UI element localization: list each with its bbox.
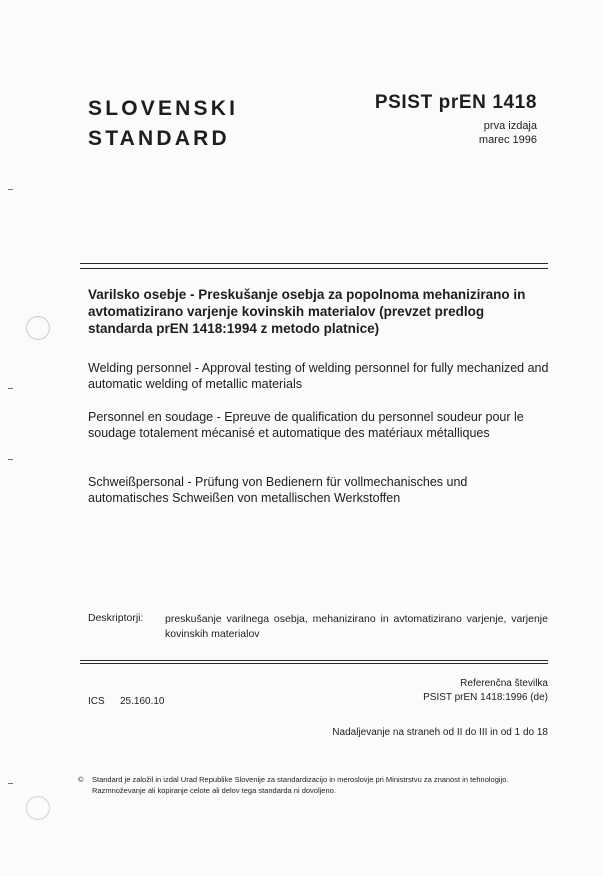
brand-line-2: STANDARD [88, 127, 230, 150]
margin-mark [8, 783, 13, 784]
reference-number: PSIST prEN 1418:1996 (de) [423, 692, 548, 703]
title-german: Schweißpersonal - Prüfung von Bedienern für vollmechanisches und automatisches Schweißen von metallischen Werkstoffen [88, 475, 468, 505]
copyright-text: Standard je založil in izdal Urad Republike Slovenije za standardizacijo in meroslovje pri Ministrstvu za znanost in tehnologijo. Razmnoževanje ali kopiranje celote ali delov tega standarda ni dovoljeno. [92, 775, 509, 795]
title-slovenian: Varilsko osebje - Preskušanje osebja za popolnoma mehanizirano in avtomatizirano varjenje kovinskih materialov (prevzet predlog standarda prEN 1418:1994 z metodo platnice) [88, 287, 526, 336]
brand-line-1: SLOVENSKI [88, 97, 239, 120]
ics-number: 25.160.10 [120, 696, 165, 707]
margin-mark [8, 388, 13, 389]
edition-info [479, 119, 537, 147]
standard-code: PSIST prEN 1418 [374, 92, 537, 113]
top-divider-thick [80, 263, 548, 264]
bottom-divider-thick [80, 663, 548, 664]
margin-mark [8, 459, 13, 460]
title-french: Personnel en soudage - Epreuve de qualification du personnel soudeur pour le soudage totalement mécanisé et automatique des matériaux métalliques [88, 410, 524, 440]
standard-brand [88, 94, 238, 154]
punch-hole-icon [26, 316, 50, 340]
punch-hole-icon [26, 796, 50, 820]
margin-mark [8, 189, 13, 190]
descriptors-text: preskušanje varilnega osebja, mehanizirano in avtomatizirano varjenje, varjenje kovinskih materialov [165, 613, 548, 640]
copyright-icon: © [78, 775, 84, 784]
continuation-note: Nadaljevanje na straneh od II do III in od 1 do 18 [332, 727, 548, 738]
reference-label: Referenčna številka [460, 678, 548, 689]
descriptors-label: Deskriptorji: [88, 612, 144, 624]
edition-label: prva izdaja [483, 120, 537, 132]
edition-date: marec 1996 [478, 134, 537, 146]
bottom-divider-thin [80, 660, 548, 661]
title-english: Welding personnel - Approval testing of welding personnel for fully mechanized and automatic welding of metallic materials [88, 361, 549, 391]
top-divider-thin [80, 268, 548, 269]
ics-label: ICS [88, 696, 105, 707]
